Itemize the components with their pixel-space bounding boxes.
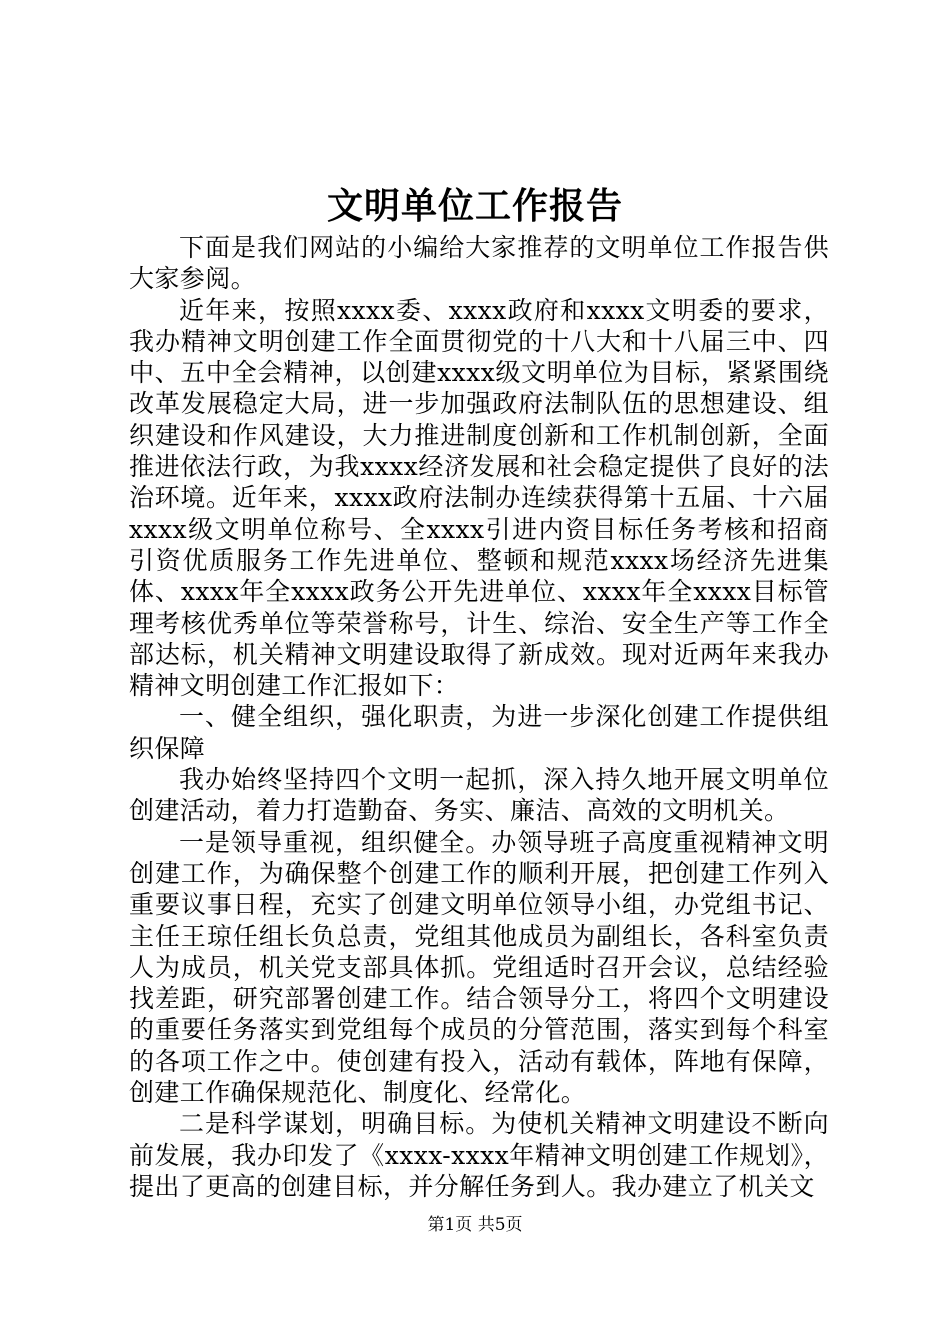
paragraph-point-1: 一是领导重视，组织健全。办领导班子高度重视精神文明创建工作，为确保整个创建工作的顺利开展，把创建工作列入重要议事日程，充实了创建文明单位领导小组，办党组书记、主任王琼任组长负总责，党组其他成员为副组长，各科室负责人为成员，机关党支部具体抓。党组适时召开会议，总结经验找差距，研究部署创建工作。结合领导分工，将四个文明建设的重要任务落实到党组每个成员的分管范围，落实到每个科室的各项工作之中。使创建有投入，活动有载体，阵地有保障，创建工作确保规范化、制度化、经常化。 bbox=[129, 827, 829, 1108]
document-body bbox=[129, 232, 829, 1202]
section-heading-1: 一、健全组织，强化职责，为进一步深化创建工作提供组织保障 bbox=[129, 702, 829, 763]
paragraph-overview: 近年来，按照xxxx委、xxxx政府和xxxx文明委的要求，我办精神文明创建工作全面贯彻党的十八大和十八届三中、四中、五中全会精神，以创建xxxx级文明单位为目标，紧紧围绕改革发展稳定大局，进一步加强政府法制队伍的思想建设、组织建设和作风建设，大力推进制度创新和工作机制创新，全面推进依法行政，为我xxxx经济发展和社会稳定提供了良好的法治环境。近年来，xxxx政府法制办连续获得第十五届、十六届xxxx级文明单位称号、全xxxx引进内资目标任务考核和招商引资优质服务工作先进单位、整顿和规范xxxx场经济先进集体、xxxx年全xxxx政务公开先进单位、xxxx年全xxxx目标管理考核优秀单位等荣誉称号，计生、综治、安全生产等工作全部达标，机关精神文明建设取得了新成效。现对近两年来我办精神文明创建工作汇报如下： bbox=[129, 295, 829, 701]
paragraph-section-1-intro: 我办始终坚持四个文明一起抓，深入持久地开展文明单位创建活动，着力打造勤奋、务实、廉洁、高效的文明机关。 bbox=[129, 765, 829, 826]
paragraph-point-2: 二是科学谋划，明确目标。为使机关精神文明建设不断向前发展，我办印发了《xxxx-xxxx年精神文明创建工作规划》，提出了更高的创建目标，并分解任务到人。我办建立了机关文 bbox=[129, 1109, 829, 1201]
page-footer: 第1页 共5页 bbox=[427, 1215, 523, 1235]
paragraph-intro: 下面是我们网站的小编给大家推荐的文明单位工作报告供大家参阅。 bbox=[129, 233, 829, 294]
document-title: 文明单位工作报告 bbox=[326, 185, 623, 227]
